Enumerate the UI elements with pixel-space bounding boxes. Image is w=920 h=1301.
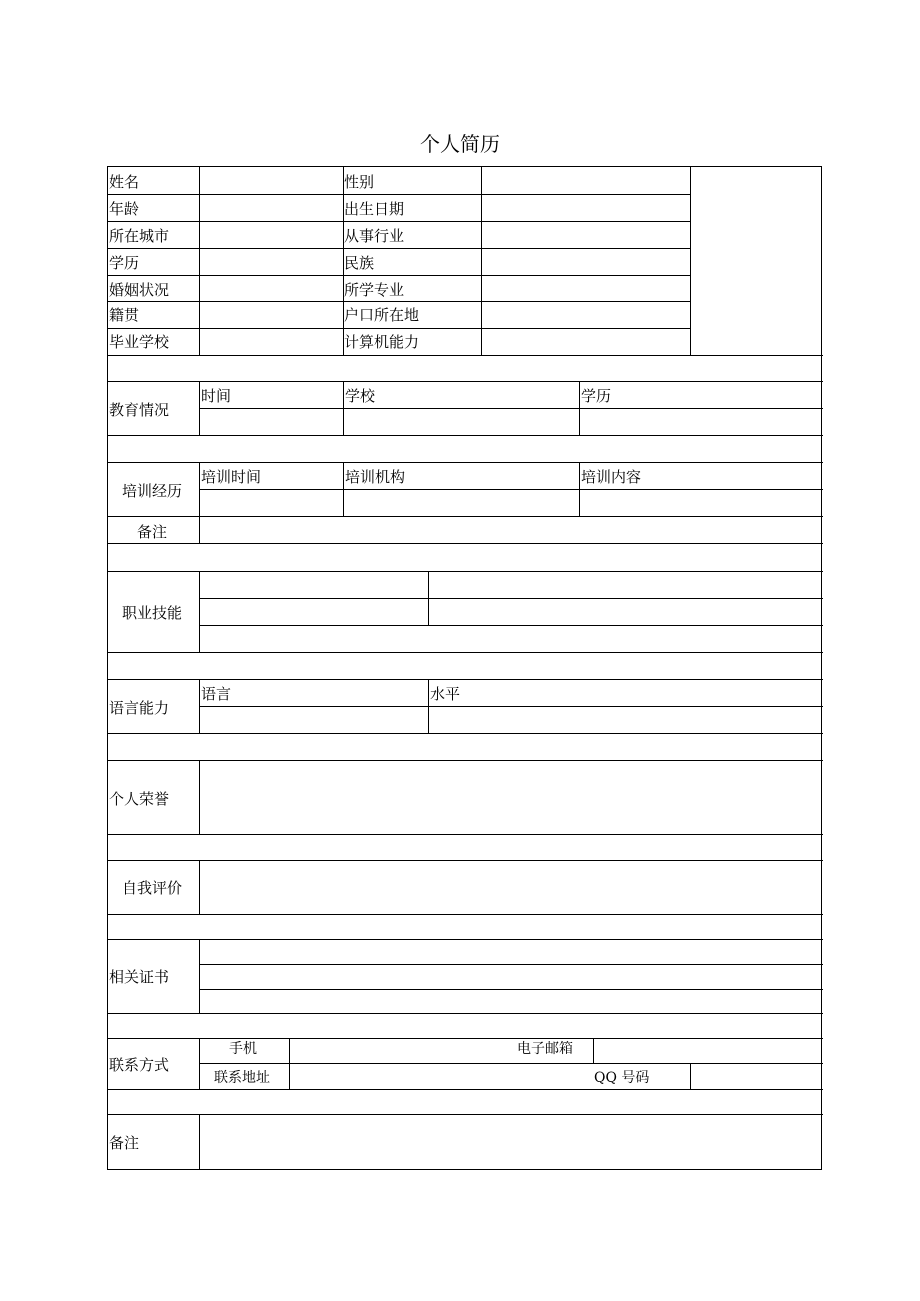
contact-section-label: 联系方式: [109, 1056, 170, 1074]
phone-label: 手机: [229, 1041, 257, 1057]
training-content-field[interactable]: [580, 490, 821, 516]
birth-date-field[interactable]: [482, 195, 690, 221]
language-section-label: 语言能力: [109, 699, 170, 717]
computer-skills-field[interactable]: [482, 329, 690, 355]
skill-field[interactable]: [429, 599, 821, 625]
name-field[interactable]: [200, 167, 343, 194]
address-field[interactable]: [290, 1064, 590, 1089]
field-label-city: 所在城市: [109, 227, 170, 245]
field-label-education-level: 学历: [109, 254, 140, 272]
education-degree-field[interactable]: [580, 409, 821, 435]
email-field[interactable]: [594, 1039, 821, 1063]
training-institution-field[interactable]: [344, 490, 579, 516]
training-time-field[interactable]: [200, 490, 343, 516]
phone-field[interactable]: [290, 1039, 514, 1063]
honors-field[interactable]: [200, 761, 821, 834]
education-header-school: 学校: [345, 387, 376, 405]
gender-field[interactable]: [482, 167, 690, 194]
email-label: 电子邮箱: [517, 1041, 573, 1057]
skills-section-label: 职业技能: [122, 604, 183, 622]
language-header-level: 水平: [430, 685, 461, 703]
education-school-field[interactable]: [344, 409, 579, 435]
page-title: 个人简历: [420, 132, 500, 156]
certificate-field[interactable]: [200, 965, 821, 989]
remarks-field[interactable]: [200, 517, 821, 543]
remarks-label: 备注: [137, 523, 168, 541]
training-header-content: 培训内容: [581, 468, 642, 486]
skill-field[interactable]: [200, 572, 428, 598]
field-label-native-place: 籍贯: [109, 306, 140, 324]
self-evaluation-field[interactable]: [200, 861, 821, 914]
qq-field[interactable]: [691, 1064, 821, 1089]
remarks-2-label: 备注: [109, 1134, 140, 1152]
field-label-marital-status: 婚姻状况: [109, 281, 170, 299]
remarks-2-field[interactable]: [200, 1115, 821, 1169]
hukou-location-field[interactable]: [482, 302, 690, 328]
field-label-graduate-school: 毕业学校: [109, 333, 170, 351]
education-level-field[interactable]: [200, 249, 343, 275]
skill-field[interactable]: [200, 599, 428, 625]
field-label-ethnicity: 民族: [344, 254, 375, 272]
skill-field[interactable]: [200, 626, 821, 652]
field-label-gender: 性别: [344, 173, 375, 191]
training-section-label: 培训经历: [122, 482, 183, 500]
field-label-hukou-location: 户口所在地: [344, 306, 420, 324]
self-evaluation-section-label: 自我评价: [122, 879, 183, 897]
education-section-label: 教育情况: [109, 401, 170, 419]
resume-form: [107, 166, 822, 1170]
field-label-industry: 从事行业: [344, 227, 405, 245]
language-level-field[interactable]: [429, 707, 821, 733]
qq-label: QQ 号码: [594, 1070, 650, 1086]
certificate-field[interactable]: [200, 940, 821, 964]
certificate-field[interactable]: [200, 990, 821, 1013]
ethnicity-field[interactable]: [482, 249, 690, 275]
field-label-computer-skills: 计算机能力: [344, 333, 420, 351]
field-label-name: 姓名: [109, 173, 140, 191]
address-label: 联系地址: [214, 1070, 270, 1086]
major-field[interactable]: [482, 276, 690, 301]
photo-area[interactable]: [691, 167, 821, 355]
industry-field[interactable]: [482, 222, 690, 248]
education-header-degree: 学历: [581, 387, 612, 405]
training-header-institution: 培训机构: [345, 468, 406, 486]
honors-section-label: 个人荣誉: [109, 790, 170, 808]
city-field[interactable]: [200, 222, 343, 248]
certificates-section-label: 相关证书: [109, 968, 170, 986]
field-label-birth-date: 出生日期: [344, 200, 405, 218]
skill-field[interactable]: [429, 572, 821, 598]
education-header-time: 时间: [201, 387, 232, 405]
language-field[interactable]: [200, 707, 428, 733]
language-header-language: 语言: [201, 685, 232, 703]
marital-status-field[interactable]: [200, 276, 343, 301]
field-label-age: 年龄: [109, 200, 140, 218]
graduate-school-field[interactable]: [200, 329, 343, 355]
age-field[interactable]: [200, 195, 343, 221]
training-header-time: 培训时间: [201, 468, 262, 486]
education-time-field[interactable]: [200, 409, 343, 435]
field-label-major: 所学专业: [344, 281, 405, 299]
native-place-field[interactable]: [200, 302, 343, 328]
